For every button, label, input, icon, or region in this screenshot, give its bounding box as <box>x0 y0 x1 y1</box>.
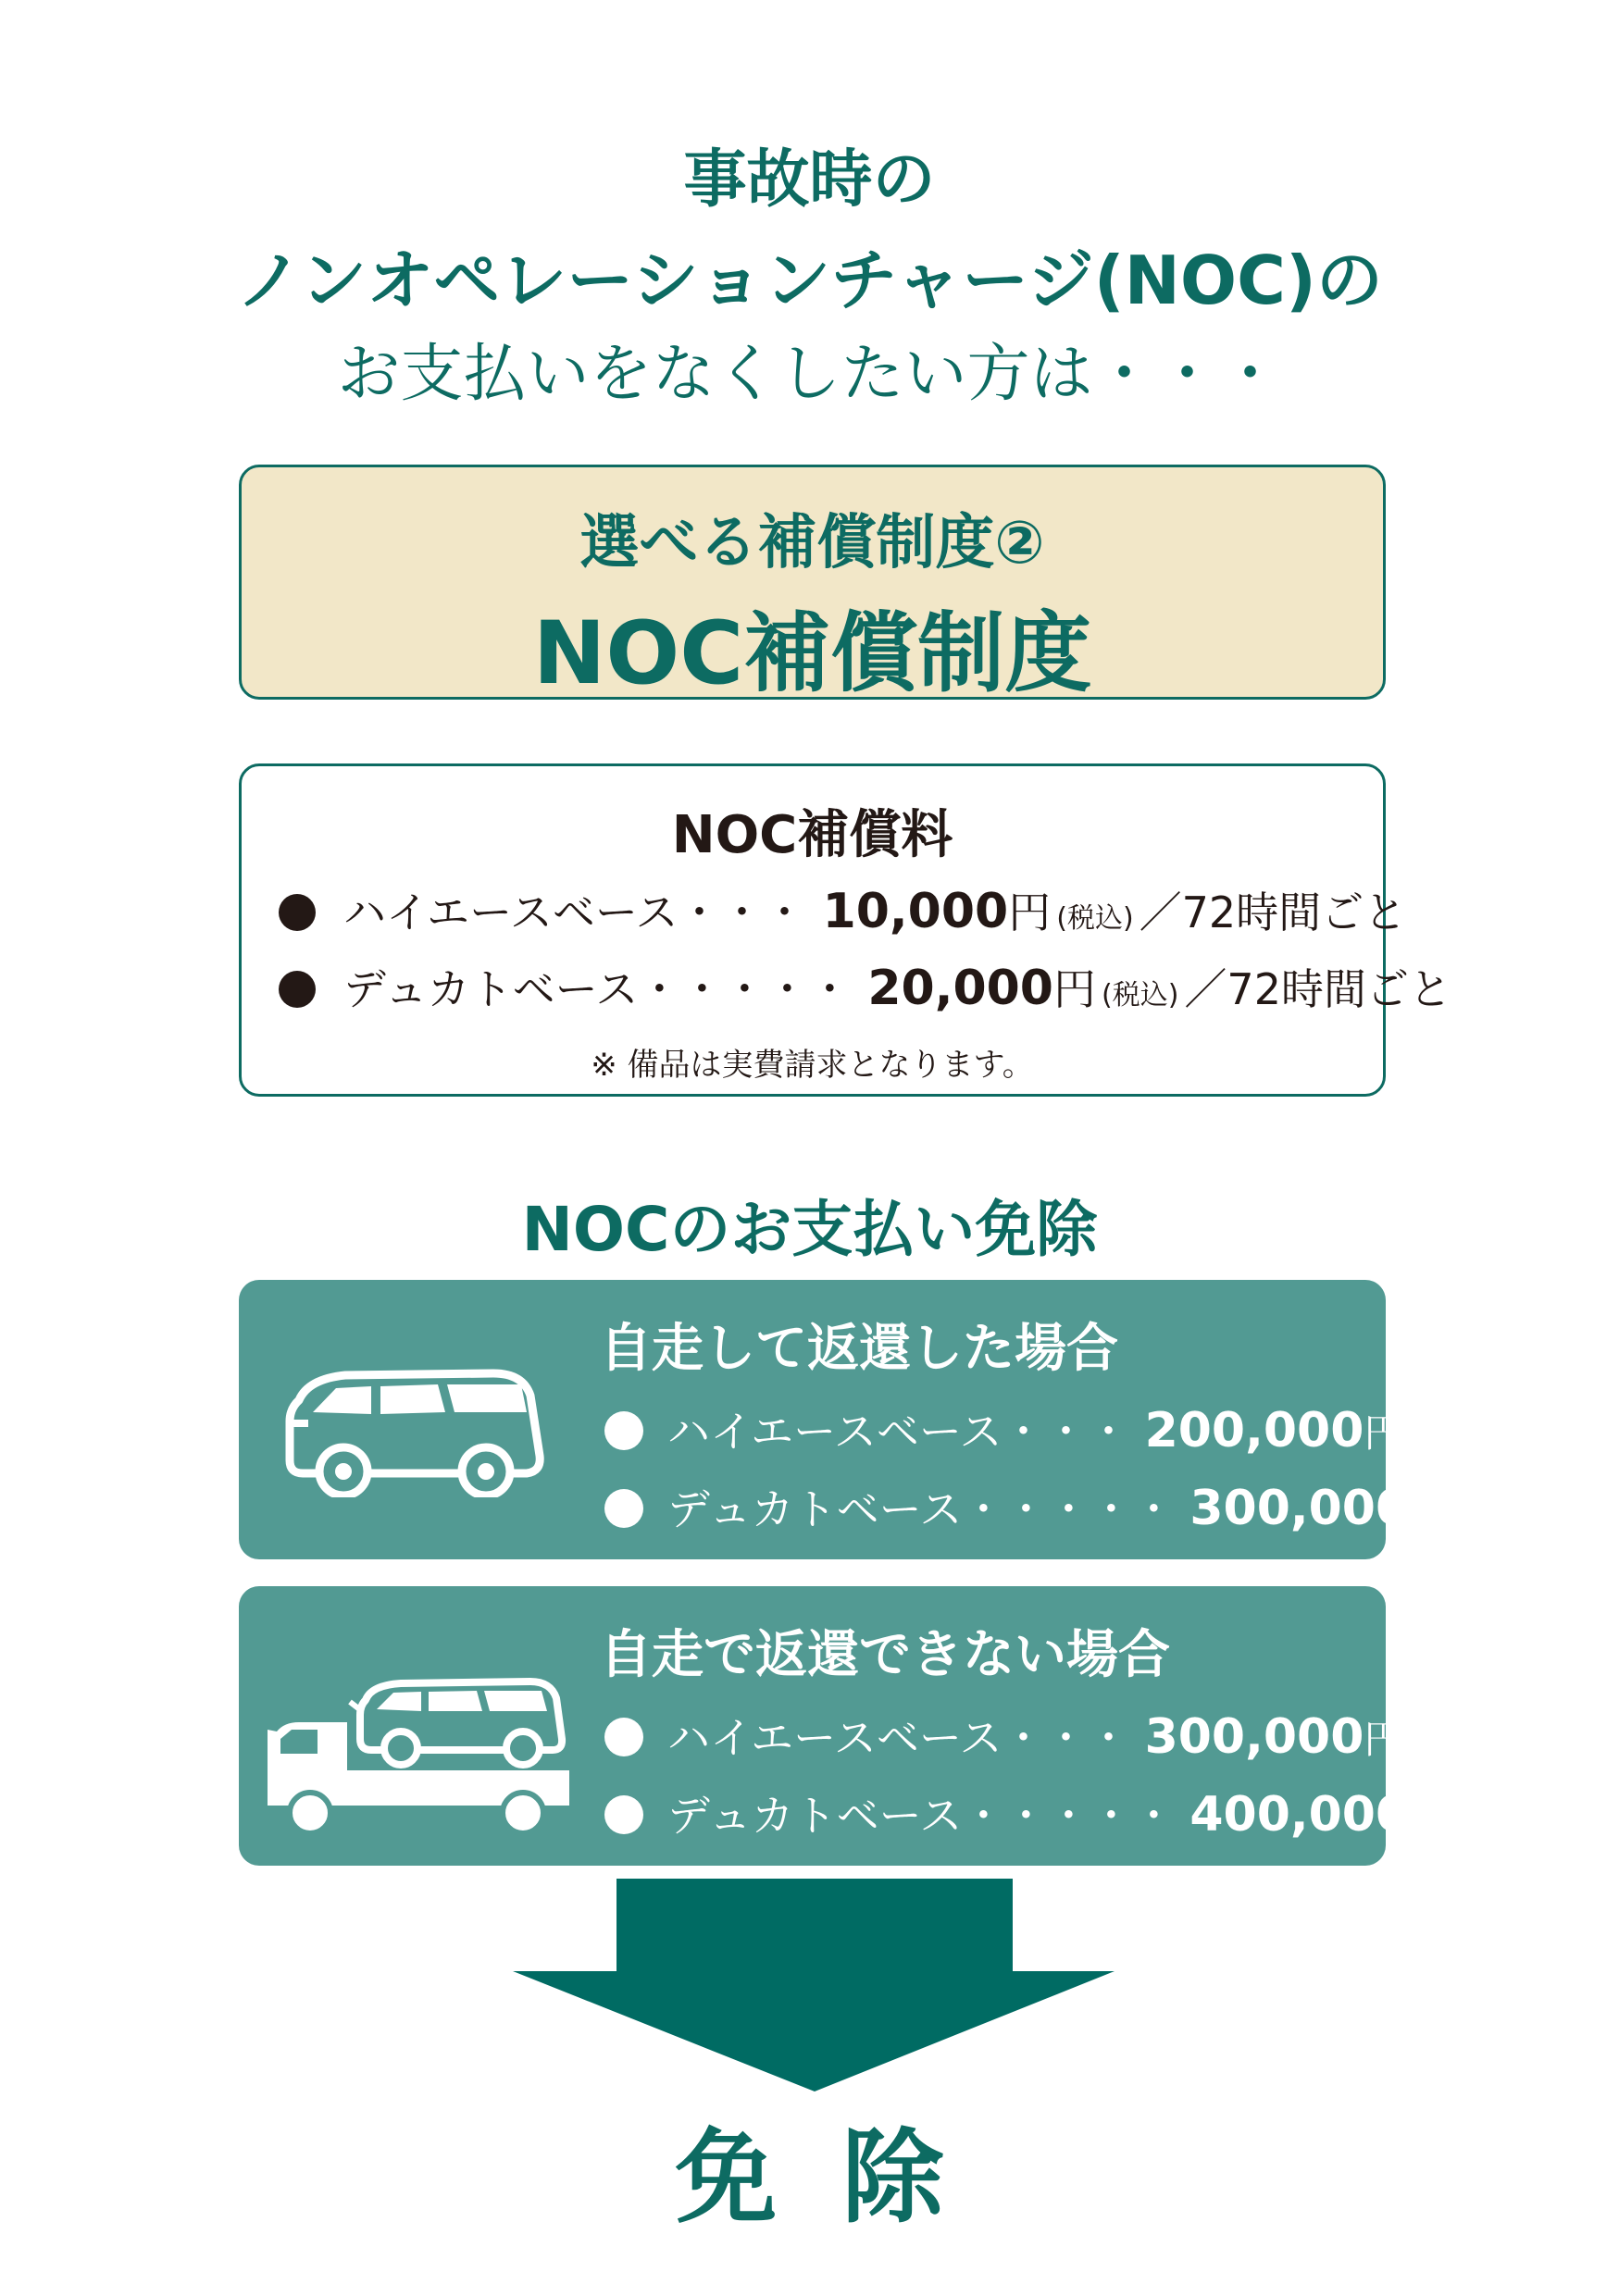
case-row-amount: 400,000 <box>1189 1787 1410 1843</box>
header-line-2: ノンオペレーションチャージ(NOC)の <box>236 242 1383 319</box>
case-row <box>604 1476 1448 1537</box>
case-row <box>604 1398 1402 1459</box>
case-row-amount: 300,000 <box>1189 1481 1410 1536</box>
case-row-yen: 円 <box>1364 1410 1403 1456</box>
case-row-yen: 円 <box>1409 1488 1449 1533</box>
bullet-icon <box>604 1718 643 1756</box>
exemption-case-tow <box>239 1586 1449 1866</box>
case-row-yen: 円 <box>1364 1717 1403 1762</box>
bullet-icon <box>604 1795 643 1834</box>
fee-row-amount: 10,000 <box>822 884 1009 939</box>
case-title: 自走で返還できない場合 <box>600 1625 1170 1685</box>
fee-row-label: ハイエースベース・・・ <box>343 887 806 937</box>
van-icon <box>280 1368 549 1497</box>
bullet-icon <box>604 1489 643 1528</box>
result-label: 免除 <box>675 2118 1009 2237</box>
fee-row-tax: (税込) <box>1102 979 1179 1011</box>
fee-row-amount: 20,000 <box>867 961 1053 1016</box>
bullet-icon <box>279 894 316 931</box>
case-row-yen: 円 <box>1409 1794 1449 1840</box>
header-line-3: お支払いをなくしたい方は・・・ <box>337 338 1282 411</box>
fee-row <box>279 879 1406 940</box>
exemption-title: NOCのお支払い免除 <box>521 1194 1098 1265</box>
fee-row-period: ／72時間ごと <box>1184 964 1451 1014</box>
plan-box <box>239 465 1386 704</box>
plan-title: NOC補償制度 <box>532 603 1092 704</box>
bullet-icon <box>279 971 316 1008</box>
fee-box <box>239 763 1451 1097</box>
fee-row-yen: 円 <box>1008 887 1052 937</box>
fee-row <box>279 956 1451 1017</box>
case-row <box>604 1705 1402 1766</box>
case-row-amount: 200,000 <box>1144 1403 1364 1458</box>
case-row-label: デュカトベース・・・・・ <box>667 1791 1176 1841</box>
fee-row-tax: (税込) <box>1056 902 1134 935</box>
fee-title: NOC補償料 <box>671 805 953 865</box>
exemption-case-self-drive <box>239 1280 1449 1559</box>
fee-row-label: デュカトベース・・・・・ <box>343 964 852 1014</box>
case-row-label: デュカトベース・・・・・ <box>667 1484 1176 1534</box>
down-arrow-icon <box>0 1879 1619 2101</box>
case-title: 自走して返還した場合 <box>600 1319 1118 1379</box>
case-row-label: ハイエースベース・・・ <box>667 1407 1130 1457</box>
plan-subtitle: 選べる補償制度② <box>579 509 1045 577</box>
bullet-icon <box>604 1411 643 1450</box>
tow-truck-icon <box>262 1674 577 1841</box>
fee-row-yen: 円 <box>1053 964 1096 1014</box>
fee-row-period: ／72時間ごと <box>1139 887 1407 937</box>
case-row-label: ハイエースベース・・・ <box>667 1713 1130 1763</box>
case-row-amount: 300,000 <box>1144 1709 1364 1765</box>
header-line-1: 事故時の <box>683 143 936 217</box>
case-row <box>604 1782 1448 1843</box>
fee-note: ※ 備品は実費請求となります。 <box>591 1047 1034 1084</box>
